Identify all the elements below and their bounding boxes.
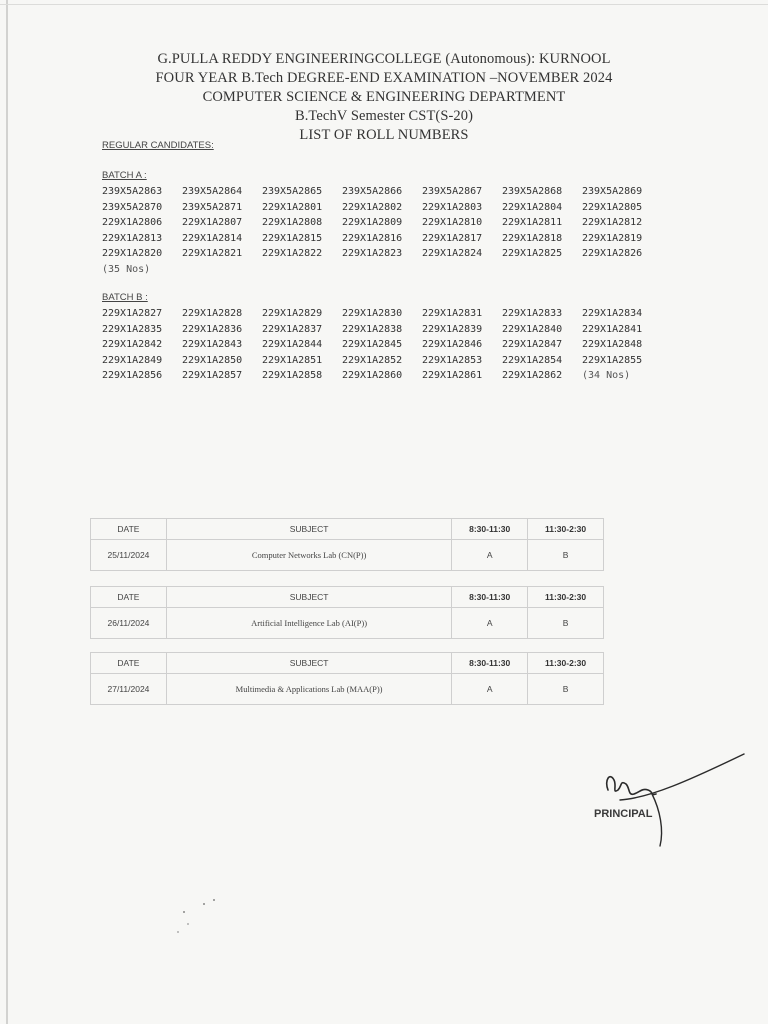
roll-number: 229X1A2853 (422, 354, 483, 366)
roll-number: 229X1A2836 (182, 323, 243, 335)
roll-count: (34 Nos) (582, 370, 631, 382)
table-header-row (91, 587, 604, 608)
roll-number: 239X5A2870 (102, 201, 163, 213)
roll-number: 229X1A2856 (102, 370, 163, 382)
roll-number: 229X1A2857 (182, 370, 243, 382)
roll-number: 239X5A2865 (262, 186, 323, 197)
roll-number: 229X1A2804 (502, 201, 563, 213)
roll-number: 229X1A2817 (422, 232, 483, 244)
roll-number: 229X1A2846 (422, 339, 483, 351)
roll-number: 239X5A2868 (502, 186, 563, 197)
roll-number: 229X1A2812 (582, 217, 643, 229)
slot1-batch: A (452, 674, 528, 705)
roll-number: 229X1A2801 (262, 201, 323, 213)
document-header (0, 50, 768, 145)
batch-b-label: BATCH B : (102, 292, 148, 303)
slot1-batch: A (452, 540, 528, 571)
roll-number: 229X1A2805 (582, 201, 643, 213)
roll-number: 229X1A2855 (582, 354, 643, 366)
roll-number: 229X1A2850 (182, 354, 243, 366)
slot2-header: 11:30-2:30 (528, 519, 604, 540)
slot2-header: 11:30-2:30 (528, 587, 604, 608)
roll-number: 229X1A2810 (422, 217, 483, 229)
roll-number: 229X1A2854 (502, 354, 563, 366)
table-row (91, 674, 604, 705)
exam-date: 25/11/2024 (91, 540, 167, 571)
roll-number: 229X1A2803 (422, 201, 483, 213)
roll-number: 229X1A2819 (582, 232, 643, 244)
slot2-header: 11:30-2:30 (528, 653, 604, 674)
schedule-table-1 (90, 518, 604, 571)
roll-number: 239X5A2867 (422, 186, 483, 197)
roll-number: 229X1A2842 (102, 339, 163, 351)
principal-signature (590, 750, 750, 860)
roll-number: 229X1A2845 (342, 339, 403, 351)
roll-number: 239X5A2869 (582, 186, 643, 197)
roll-number: 229X1A2823 (342, 248, 403, 260)
roll-number: 229X1A2824 (422, 248, 483, 260)
roll-number: 239X5A2866 (342, 186, 403, 197)
slot1-header: 8:30-11:30 (452, 653, 528, 674)
subject-header: SUBJECT (166, 587, 451, 608)
roll-number: 229X1A2839 (422, 323, 483, 335)
roll-number: 229X1A2826 (582, 248, 643, 260)
slot2-batch: B (528, 608, 604, 639)
roll-number: 229X1A2815 (262, 232, 323, 244)
roll-number: 229X1A2852 (342, 354, 403, 366)
roll-number: 229X1A2806 (102, 217, 163, 229)
roll-number: 229X1A2828 (182, 308, 243, 319)
roll-number: 229X1A2825 (502, 248, 563, 260)
roll-number: 229X1A2851 (262, 354, 323, 366)
principal-title: PRINCIPAL (594, 808, 653, 820)
roll-number: 239X5A2871 (182, 201, 243, 213)
roll-number: 239X5A2864 (182, 186, 243, 197)
subject-header: SUBJECT (166, 519, 451, 540)
roll-number: 229X1A2814 (182, 232, 243, 244)
roll-count: (35 Nos) (102, 263, 151, 275)
college-name: G.PULLA REDDY ENGINEERINGCOLLEGE (Autonomous): KURNOOL (157, 51, 611, 67)
schedule-table-2 (90, 586, 604, 639)
slot1-header: 8:30-11:30 (452, 587, 528, 608)
roll-number: 229X1A2831 (422, 308, 483, 319)
scan-edge-left (6, 0, 8, 1024)
roll-number: 229X1A2838 (342, 323, 403, 335)
slot1-header: 8:30-11:30 (452, 519, 528, 540)
exam-date: 26/11/2024 (91, 608, 167, 639)
roll-number: 229X1A2833 (502, 308, 563, 319)
exam-subject: Artificial Intelligence Lab (AI(P)) (166, 608, 451, 639)
roll-number: 229X1A2860 (342, 370, 403, 382)
roll-number: 229X1A2843 (182, 339, 243, 351)
slot2-batch: B (528, 674, 604, 705)
roll-number: 229X1A2837 (262, 323, 323, 335)
date-header: DATE (91, 653, 167, 674)
table-header-row (91, 653, 604, 674)
list-title: LIST OF ROLL NUMBERS (299, 127, 469, 143)
roll-number: 229X1A2802 (342, 201, 403, 213)
date-header: DATE (91, 587, 167, 608)
slot1-batch: A (452, 608, 528, 639)
exam-subject: Multimedia & Applications Lab (MAA(P)) (166, 674, 451, 705)
roll-number: 229X1A2829 (262, 308, 323, 319)
exam-subject: Computer Networks Lab (CN(P)) (166, 540, 451, 571)
exam-title: FOUR YEAR B.Tech DEGREE-END EXAMINATION –NOVEMBER 2024 (155, 70, 613, 86)
batch-a-label: BATCH A : (102, 170, 147, 181)
roll-number: 229X1A2848 (582, 339, 643, 351)
roll-number: 229X1A2858 (262, 370, 323, 382)
roll-number: 229X1A2820 (102, 248, 163, 260)
roll-number: 229X1A2849 (102, 354, 163, 366)
roll-number: 229X1A2811 (502, 217, 563, 229)
roll-number: 229X1A2813 (102, 232, 163, 244)
semester-line: B.TechV Semester CST(S-20) (294, 108, 474, 124)
scan-specks (170, 890, 230, 940)
roll-number: 229X1A2821 (182, 248, 243, 260)
batch-a-roll-list (102, 184, 682, 278)
roll-number: 229X1A2861 (422, 370, 483, 382)
roll-number: 229X1A2862 (502, 370, 563, 382)
scan-edge-top (0, 4, 768, 5)
table-row (91, 540, 604, 571)
slot2-batch: B (528, 540, 604, 571)
roll-number: 229X1A2818 (502, 232, 563, 244)
roll-number: 229X1A2807 (182, 217, 243, 229)
department-name: COMPUTER SCIENCE & ENGINEERING DEPARTMENT (202, 89, 566, 105)
roll-number: 229X1A2827 (102, 308, 163, 319)
table-header-row (91, 519, 604, 540)
subject-header: SUBJECT (166, 653, 451, 674)
roll-number: 229X1A2808 (262, 217, 323, 229)
roll-number: 229X1A2840 (502, 323, 563, 335)
roll-number: 229X1A2822 (262, 248, 323, 260)
roll-number: 229X1A2830 (342, 308, 403, 319)
table-row (91, 608, 604, 639)
roll-number: 229X1A2835 (102, 323, 163, 335)
roll-number: 229X1A2847 (502, 339, 563, 351)
roll-number: 229X1A2844 (262, 339, 323, 351)
schedule-table-3 (90, 652, 604, 705)
exam-date: 27/11/2024 (91, 674, 167, 705)
date-header: DATE (91, 519, 167, 540)
roll-number: 229X1A2834 (582, 308, 643, 319)
regular-candidates-label: REGULAR CANDIDATES: (102, 140, 214, 151)
roll-number: 229X1A2841 (582, 323, 643, 335)
batch-b-roll-list (102, 306, 682, 384)
roll-number: 239X5A2863 (102, 186, 163, 197)
roll-number: 229X1A2809 (342, 217, 403, 229)
roll-number: 229X1A2816 (342, 232, 403, 244)
